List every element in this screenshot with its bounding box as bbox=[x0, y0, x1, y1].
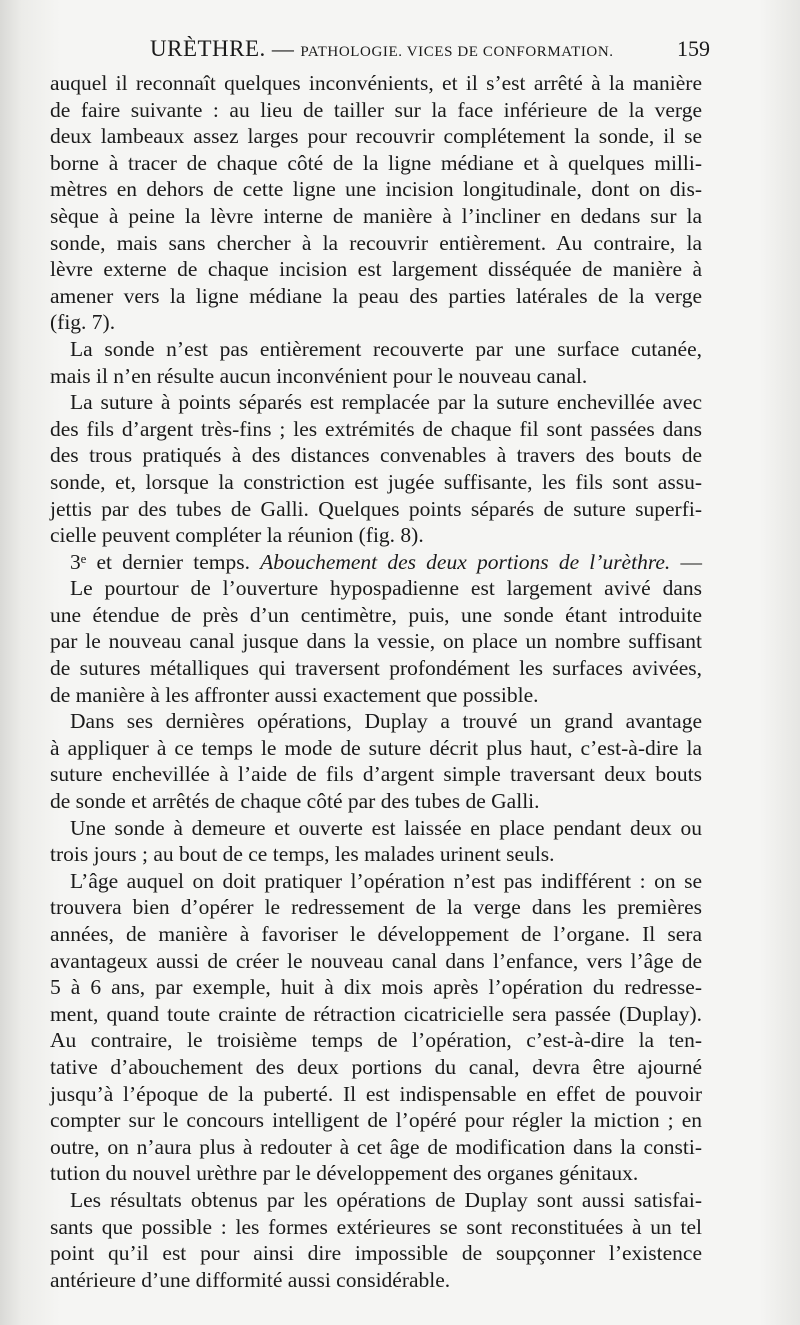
section-heading-italic: Abouchement des deux portions de l’urèthre. bbox=[260, 549, 671, 574]
section-label: 3ᵉ et dernier temps. bbox=[70, 549, 261, 574]
running-title bbox=[150, 36, 614, 62]
page-number: 159 bbox=[677, 36, 710, 61]
text-line: trouvera bien d’opérer le redressement de la verge dans les premières bbox=[50, 895, 702, 920]
header-main-title: URÈTHRE. bbox=[150, 36, 266, 61]
text-line: tative d’abouchement des deux portions du canal, devra être ajourné bbox=[50, 1054, 702, 1079]
text-line: borne à tracer de chaque côté de la ligne médiane et à quelques milli- bbox=[50, 150, 702, 175]
text-line: avantageux aussi de créer le nouveau canal dans l’enfance, vers l’âge de bbox=[50, 948, 702, 973]
text-line: sants que possible : les formes extérieures se sont reconstituées à un tel bbox=[50, 1214, 702, 1239]
text-line: lèvre externe de chaque incision est largement disséquée de manière à bbox=[50, 257, 702, 282]
text-line: auquel il reconnaît quelques inconvénients, et il s’est arrêté à la manière bbox=[50, 71, 702, 95]
text-line: antérieure d’une difformité aussi considérable. bbox=[50, 1267, 451, 1292]
header-dash: — bbox=[271, 36, 295, 61]
text-line: sonde, et, lorsque la constriction est jugée suffisante, les fils sont assu- bbox=[50, 469, 702, 494]
text-line: L’âge auquel on doit pratiquer l’opération n’est pas indifférent : on se bbox=[70, 868, 702, 893]
text-line: des trous pratiqués à des distances convenables à travers des bouts de bbox=[50, 443, 702, 468]
running-header bbox=[50, 36, 710, 64]
text-line: La suture à points séparés est remplacée par la suture enchevillée avec bbox=[70, 390, 702, 415]
text-line: jettis par des tubes de Galli. Quelques points séparés de suture superfi- bbox=[50, 496, 702, 521]
text-line: de faire suivante : au lieu de tailler sur la face inférieure de la verge bbox=[50, 97, 702, 122]
text-line: La sonde n’est pas entièrement recouverte par une surface cutanée, bbox=[70, 336, 702, 361]
text-line: mais il n’en résulte aucun inconvénient pour le nouveau canal. bbox=[50, 363, 588, 388]
text-line: deux lambeaux assez larges pour recouvrir complétement la sonde, il se bbox=[50, 124, 702, 149]
text-line: tution du nouvel urèthre par le développement des organes génitaux. bbox=[50, 1161, 639, 1186]
text-line: Une sonde à demeure et ouverte est laissée en place pendant deux ou bbox=[70, 815, 702, 840]
header-subtitle: PATHOLOGIE. VICES DE CONFORMATION. bbox=[300, 44, 614, 60]
text-line: par le nouveau canal jusque dans la vessie, on place un nombre suffisant bbox=[50, 629, 702, 654]
text-line: de sonde et arrêtés de chaque côté par des tubes de Galli. bbox=[50, 789, 540, 814]
text-line: de sutures métalliques qui traversent profondément les surfaces avivées, bbox=[50, 656, 702, 681]
text-line: suture enchevillée à l’aide de fils d’argent simple traversant deux bouts bbox=[50, 762, 702, 787]
text-line: mètres en dehors de cette ligne une incision longitudinale, dont on dis- bbox=[50, 177, 702, 202]
section-dash: — bbox=[670, 549, 702, 574]
text-line bbox=[50, 549, 702, 576]
body-text bbox=[50, 70, 702, 1293]
text-line: Au contraire, le troisième temps de l’opération, c’est-à-dire la ten- bbox=[50, 1028, 702, 1053]
text-line: amener vers la ligne médiane la peau des parties latérales de la verge bbox=[50, 283, 702, 308]
text-line: cielle peuvent compléter la réunion (fig. 8). bbox=[50, 523, 424, 548]
text-line: des fils d’argent très-fins ; les extrémités de chaque fil sont passées dans bbox=[50, 416, 702, 441]
text-line: de manière à les affronter aussi exactement que possible. bbox=[50, 682, 539, 707]
text-line: sèque à peine la lèvre interne de manière à l’incliner en dedans sur la bbox=[50, 203, 702, 228]
text-line: une étendue de près d’un centimètre, puis, une sonde étant introduite bbox=[50, 602, 702, 627]
text-line: ment, quand toute crainte de rétraction cicatricielle sera passée (Duplay). bbox=[50, 1001, 702, 1026]
text-line: sonde, mais sans chercher à la recouvrir entièrement. Au contraire, la bbox=[50, 230, 702, 255]
text-line: point qu’il est pour ainsi dire impossible de soupçonner l’existence bbox=[50, 1241, 702, 1266]
text-line: outre, on n’aura plus à redouter à cet âge de modification dans la consti- bbox=[50, 1134, 702, 1159]
text-line: à appliquer à ce temps le mode de suture décrit plus haut, c’est-à-dire la bbox=[50, 735, 702, 760]
text-line: (fig. 7). bbox=[50, 310, 116, 335]
text-line: 5 à 6 ans, par exemple, huit à dix mois après l’opération du redresse- bbox=[50, 975, 702, 1000]
text-line: jusqu’à l’époque de la puberté. Il est indispensable en effet de pouvoir bbox=[50, 1081, 702, 1106]
text-line: années, de manière à favoriser le développement de l’organe. Il sera bbox=[50, 922, 702, 946]
text-line: compter sur le concours intelligent de l’opéré pour régler la miction ; en bbox=[50, 1108, 702, 1133]
text-line: Le pourtour de l’ouverture hypospadienne est largement avivé dans bbox=[70, 576, 702, 601]
text-line: trois jours ; au bout de ce temps, les malades urinent seuls. bbox=[50, 842, 555, 867]
text-line: Dans ses dernières opérations, Duplay a trouvé un grand avantage bbox=[70, 709, 702, 734]
text-line: Les résultats obtenus par les opérations de Duplay sont aussi satisfai- bbox=[70, 1187, 702, 1212]
